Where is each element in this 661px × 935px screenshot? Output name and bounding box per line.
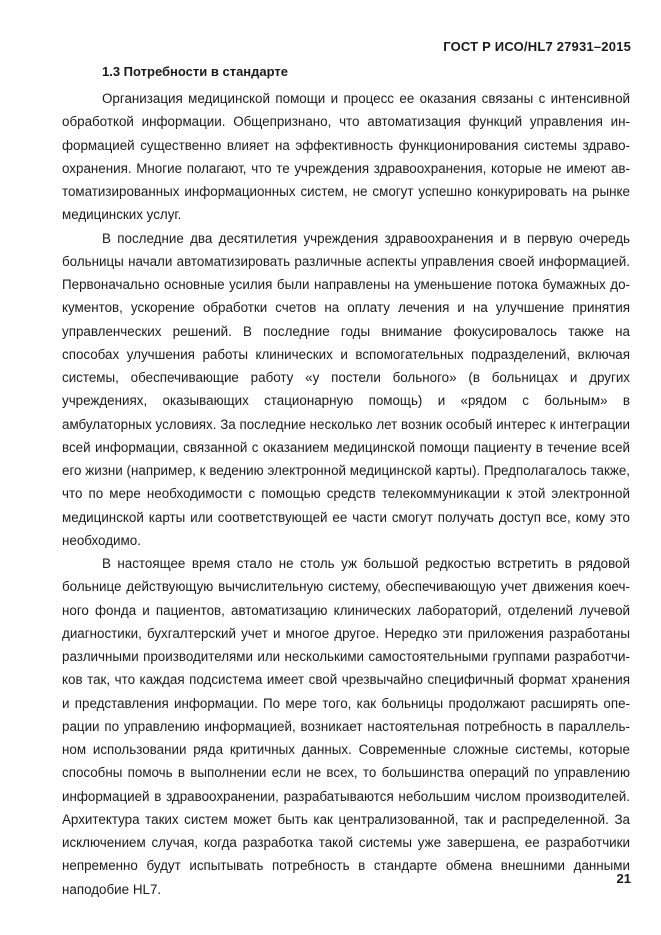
section-title: 1.3 Потребности в стандарте bbox=[102, 64, 288, 79]
document-body bbox=[62, 62, 630, 901]
paragraph-1: Организация медицинской помощи и процесс ее оказания связаны с интенсивной обработкой информации. Общепризнано, что автоматизация функций управления информацией существенно влияет на эффективность функционирования системы здравоохранения. Многие полагают, что те учреждения здравоохранения, которые не имеют автоматизированных информационных систем, не смогут успешно конкурировать на рынке медицинских услуг. bbox=[62, 91, 630, 223]
page-number: 21 bbox=[616, 871, 631, 886]
document-code-header: ГОСТ Р ИСО/HL7 27931–2015 bbox=[443, 39, 631, 54]
paragraph-2: В последние два десятилетия учреждения здравоохранения и в первую очередь больницы начали автоматизировать различные аспекты управления своей информацией. Первоначально основные усилия были направлены на уменьшение потока бумажных документов, ускорение обработки счетов на оплату лечения и на улучшение принятия управленческих решений. В последние годы внимание фокусировалось также на способах улучшения работы клинических и вспомогательных подразделений, включая системы, обеспечивающие работу «у постели больного» (в больницах и других учреждениях, оказывающих стационарную помощь) и «рядом с больным» в амбулаторных условиях. За последние несколько лет возник особый интерес к интеграции всей информации, связанной с оказанием медицинской помощи пациенту в течение всей его жизни (например, к ведению электронной медицинской карты). Предполагалось также, что по мере необходимости с помощью средств телекоммуникации к этой электронной медицинской карты или соответствующей ее части смогут получать доступ все, кому это необходимо. bbox=[62, 230, 630, 548]
paragraph-3: В настоящее время стало не столь уж большой редкостью встретить в рядовой больнице действующую вычислительную систему, обеспечивающую учет движения коечного фонда и пациентов, автоматизацию клинических лабораторий, отделений лучевой диагностики, бухгалтерский учет и многое другое. Нередко эти приложения разработаны различными производителями или несколькими самостоятельными группами разработчиков так, что каждая подсистема имеет свой чрезвычайно специфичный формат хранения и представления информации. По мере того, как больницы продолжают расширять операции по управлению информацией, возникает настоятельная потребность в параллельном использовании ряда критичных данных. Современные сложные системы, которые способны помочь в выполнении если не всех, то большинства операций по управлению информацией в здравоохранении, разрабатываются небольшим числом производителей. Архитектура таких систем может быть как централизованной, так и распределенной. За исключением случая, когда разработка такой системы уже завершена, ее разработчики непременно будут испытывать потребность в стандарте обмена внешними данными наподобие HL7. bbox=[62, 556, 630, 897]
